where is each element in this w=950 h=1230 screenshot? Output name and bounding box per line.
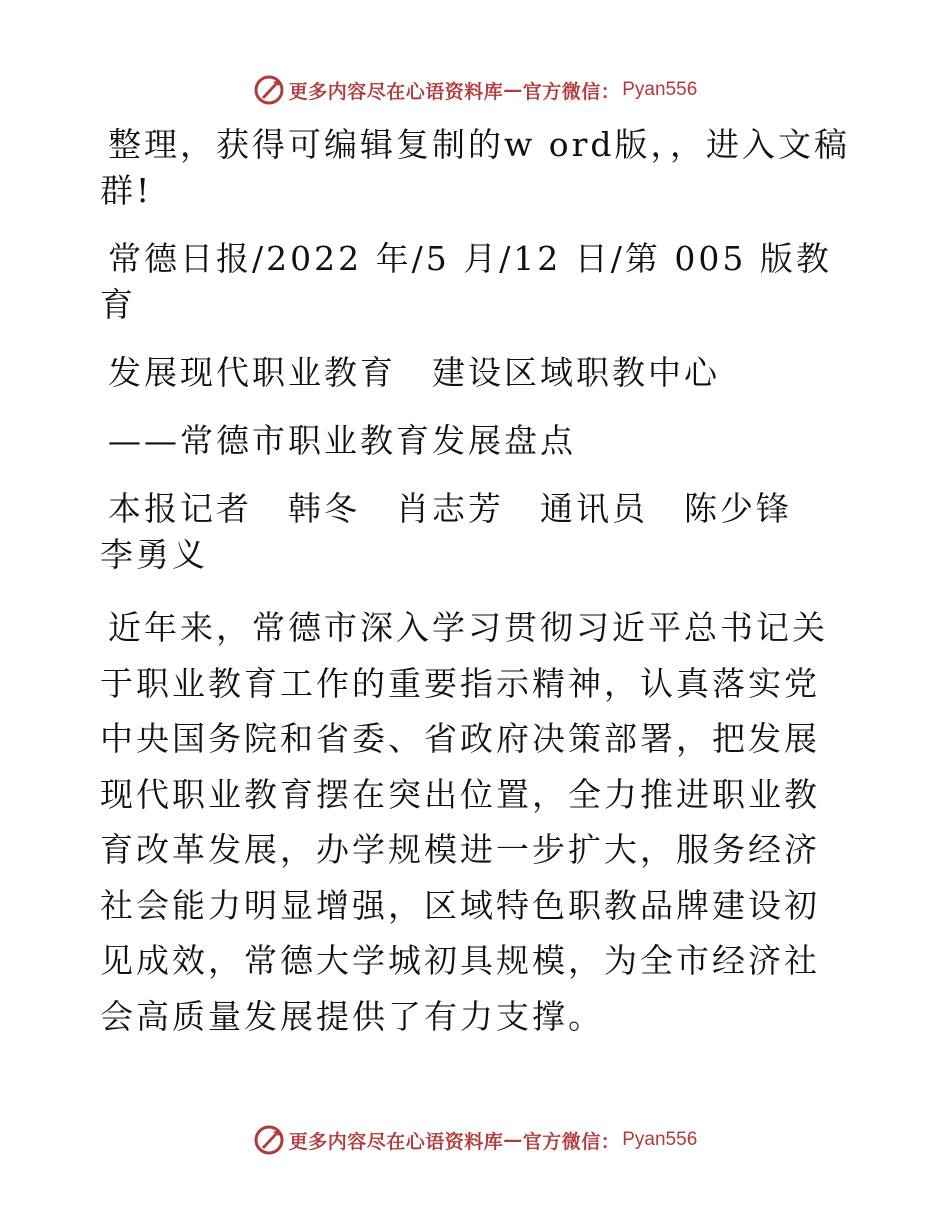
article <box>100 122 852 1044</box>
banner-wechat-label: 官方微信： <box>522 1130 621 1153</box>
banner-site-text: 更多内容尽在心语资料库 <box>288 80 504 103</box>
banner-separator: — <box>503 1129 523 1151</box>
source-line: 常德日报/2022 年/5 月/12 日/第 005 版教育 <box>100 239 832 324</box>
article-title: 发展现代职业教育 建设区域职教中心 <box>108 353 720 392</box>
banner-wechat-id: Pyan556 <box>622 79 698 100</box>
footer-banner <box>0 1120 950 1160</box>
byline: 本报记者 韩冬 肖志芳 通讯员 陈少锋 李勇义 <box>100 489 828 574</box>
banner-wechat-label: 官方微信： <box>522 80 621 103</box>
banner-site-text: 更多内容尽在心语资料库 <box>288 1130 504 1153</box>
banner-separator: — <box>503 79 523 101</box>
quill-logo-icon <box>253 74 285 106</box>
article-subtitle: ——常德市职业教育发展盘点 <box>108 421 576 460</box>
quill-logo-icon <box>253 1124 285 1156</box>
header-banner <box>0 70 950 110</box>
body-paragraph: 近年来，常德市深入学习贯彻习近平总书记关于职业教育工作的重要指示精神，认真落实党中央国务院和省委、省政府决策部署，把发展现代职业教育摆在突出位置，全力推进职业教育改革发展，办学规模进一步扩大，服务经济社会能力明显增强，区域特色职教品牌建设初见成效，常德大学城初具规模，为全市经济社会高质量发展提供了有力支撑。 <box>100 608 828 1036</box>
banner-wechat-id: Pyan556 <box>622 1129 698 1150</box>
intro-text: 整理，获得可编辑复制的w ord版，，进入文稿群! <box>100 125 851 210</box>
